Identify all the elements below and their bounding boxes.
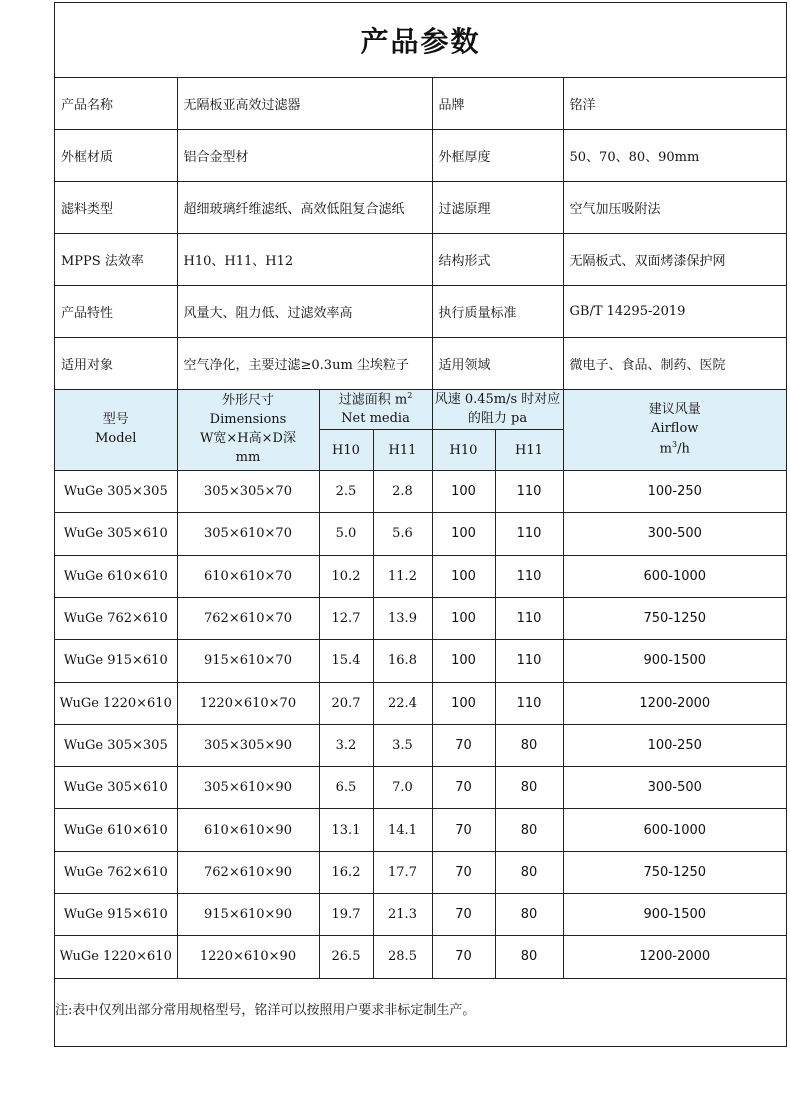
dimensions-header-unit: mm [235, 449, 261, 465]
resistance-h10-cell: 100 [432, 471, 495, 513]
spec-row [55, 682, 786, 724]
param-label: MPPS 法效率 [55, 234, 177, 286]
model-cell: WuGe 915×610 [55, 893, 177, 935]
param-label: 过滤原理 [432, 182, 563, 234]
param-label: 结构形式 [432, 234, 563, 286]
dimensions-cell: 305×305×70 [177, 471, 319, 513]
parameter-table [55, 78, 786, 390]
area-h11-cell: 17.7 [373, 851, 432, 893]
area-h10-cell: 12.7 [319, 597, 373, 639]
param-value: 50、70、80、90mm [563, 130, 786, 182]
param-label: 适用领域 [432, 338, 563, 390]
resistance-h10-cell: 100 [432, 597, 495, 639]
product-parameter-sheet [54, 2, 787, 1047]
airflow-header-en: Airflow [651, 420, 699, 436]
area-h11-cell: 21.3 [373, 893, 432, 935]
dimensions-cell: 1220×610×90 [177, 936, 319, 978]
resistance-h11-cell: 80 [495, 893, 563, 935]
param-value: 铭洋 [563, 78, 786, 130]
airflow-cell: 600-1000 [563, 555, 786, 597]
model-header-en: Model [95, 431, 137, 446]
param-value: 无隔板式、双面烤漆保护网 [563, 234, 786, 286]
area-h10-cell: 2.5 [319, 471, 373, 513]
spec-row [55, 809, 786, 851]
area-h11-cell: 2.8 [373, 471, 432, 513]
resistance-h10-cell: 70 [432, 851, 495, 893]
area-header-sup: 2 [407, 391, 413, 400]
area-h10-cell: 3.2 [319, 724, 373, 766]
area-h11-cell: 14.1 [373, 809, 432, 851]
resistance-h11-cell: 110 [495, 513, 563, 555]
spec-row [55, 597, 786, 639]
param-value: 微电子、食品、制药、医院 [563, 338, 786, 390]
airflow-unit-b: /h [677, 441, 690, 457]
resistance-h11-cell: 80 [495, 936, 563, 978]
spec-row [55, 724, 786, 766]
airflow-cell: 300-500 [563, 513, 786, 555]
param-value: 空气加压吸附法 [563, 182, 786, 234]
resistance-header-line2: 的阻力 pa [467, 410, 528, 426]
param-label: 产品特性 [55, 286, 177, 338]
dimensions-cell: 1220×610×70 [177, 682, 319, 724]
resistance-h11-cell: 80 [495, 767, 563, 809]
resistance-header-line1: 风速 0.45m/s 时对应 [434, 391, 561, 407]
dimensions-cell: 610×610×70 [177, 555, 319, 597]
area-h11-cell: 5.6 [373, 513, 432, 555]
dimensions-header-cn: 外形尺寸 [221, 393, 274, 409]
area-h11-header: H11 [373, 430, 432, 471]
airflow-cell: 750-1250 [563, 597, 786, 639]
param-row [55, 234, 786, 286]
param-value: 空气净化，主要过滤≥0.3um 尘埃粒子 [177, 338, 432, 390]
param-value: 无隔板亚高效过滤器 [177, 78, 432, 130]
dimensions-cell: 762×610×70 [177, 597, 319, 639]
area-h10-header: H10 [319, 430, 373, 471]
model-header-cn: 型号 [102, 412, 129, 428]
spec-row [55, 851, 786, 893]
model-cell: WuGe 762×610 [55, 597, 177, 639]
dimensions-cell: 915×610×90 [177, 893, 319, 935]
resistance-h11-cell: 80 [495, 724, 563, 766]
param-row [55, 130, 786, 182]
resistance-h10-cell: 70 [432, 893, 495, 935]
airflow-cell: 900-1500 [563, 893, 786, 935]
resistance-h11-cell: 110 [495, 555, 563, 597]
param-label: 滤料类型 [55, 182, 177, 234]
param-label: 品牌 [432, 78, 563, 130]
area-h10-cell: 15.4 [319, 640, 373, 682]
airflow-cell: 100-250 [563, 471, 786, 513]
dimensions-cell: 305×610×90 [177, 767, 319, 809]
param-label: 产品名称 [55, 78, 177, 130]
spec-row [55, 936, 786, 978]
spec-row [55, 893, 786, 935]
area-h10-cell: 13.1 [319, 809, 373, 851]
param-row [55, 182, 786, 234]
resistance-h11-cell: 110 [495, 640, 563, 682]
airflow-cell: 900-1500 [563, 640, 786, 682]
resistance-h10-cell: 70 [432, 724, 495, 766]
dimensions-header [177, 390, 319, 471]
airflow-unit-sup: 3 [671, 439, 678, 449]
model-cell: WuGe 305×305 [55, 471, 177, 513]
airflow-cell: 750-1250 [563, 851, 786, 893]
spec-row [55, 640, 786, 682]
airflow-header-cn: 建议风量 [648, 402, 701, 418]
area-h11-cell: 3.5 [373, 724, 432, 766]
resistance-header [432, 390, 563, 430]
dimensions-header-detail: W宽×H高×D深 [200, 431, 296, 446]
area-h10-cell: 10.2 [319, 555, 373, 597]
param-label: 执行质量标准 [432, 286, 563, 338]
spec-header-row [55, 390, 786, 430]
dimensions-header-en: Dimensions [209, 412, 287, 428]
spec-table [55, 390, 786, 979]
model-cell: WuGe 762×610 [55, 851, 177, 893]
model-cell: WuGe 305×610 [55, 513, 177, 555]
param-value: 超细玻璃纤维滤纸、高效低阻复合滤纸 [177, 182, 432, 234]
resistance-h10-cell: 100 [432, 640, 495, 682]
area-h10-cell: 16.2 [319, 851, 373, 893]
param-row [55, 338, 786, 390]
resistance-h10-cell: 70 [432, 809, 495, 851]
model-cell: WuGe 305×610 [55, 767, 177, 809]
dimensions-cell: 915×610×70 [177, 640, 319, 682]
resistance-h10-cell: 100 [432, 513, 495, 555]
dimensions-cell: 762×610×90 [177, 851, 319, 893]
model-header [55, 390, 177, 471]
area-h11-cell: 13.9 [373, 597, 432, 639]
area-h11-cell: 7.0 [373, 767, 432, 809]
resistance-h11-cell: 110 [495, 597, 563, 639]
area-h11-cell: 22.4 [373, 682, 432, 724]
spec-row [55, 471, 786, 513]
area-header-cn: 过滤面积 m [338, 392, 408, 408]
model-cell: WuGe 1220×610 [55, 936, 177, 978]
area-h11-cell: 16.8 [373, 640, 432, 682]
area-h10-cell: 19.7 [319, 893, 373, 935]
resistance-h11-cell: 110 [495, 471, 563, 513]
resistance-h10-cell: 100 [432, 555, 495, 597]
dimensions-cell: 305×305×90 [177, 724, 319, 766]
param-value: H10、H11、H12 [177, 234, 432, 286]
area-h11-cell: 28.5 [373, 936, 432, 978]
dimensions-cell: 305×610×70 [177, 513, 319, 555]
model-cell: WuGe 305×305 [55, 724, 177, 766]
model-cell: WuGe 1220×610 [55, 682, 177, 724]
model-cell: WuGe 610×610 [55, 555, 177, 597]
dimensions-cell: 610×610×90 [177, 809, 319, 851]
resistance-h11-cell: 80 [495, 809, 563, 851]
airflow-cell: 100-250 [563, 724, 786, 766]
area-header [319, 390, 432, 430]
resistance-h10-cell: 70 [432, 936, 495, 978]
spec-row [55, 513, 786, 555]
param-value: GB/T 14295-2019 [563, 286, 786, 338]
area-h10-cell: 5.0 [319, 513, 373, 555]
area-h11-cell: 11.2 [373, 555, 432, 597]
param-row [55, 286, 786, 338]
airflow-cell: 300-500 [563, 767, 786, 809]
param-value: 铝合金型材 [177, 130, 432, 182]
footnote: 注:表中仅列出部分常用规格型号，铭洋可以按照用户要求非标定制生产。 [55, 1002, 476, 1018]
page-title: 产品参数 [55, 3, 786, 78]
param-label: 外框厚度 [432, 130, 563, 182]
resistance-h11-cell: 110 [495, 682, 563, 724]
resistance-h11-header: H11 [495, 430, 563, 471]
spec-row [55, 555, 786, 597]
resistance-h10-cell: 70 [432, 767, 495, 809]
airflow-cell: 1200-2000 [563, 936, 786, 978]
model-cell: WuGe 610×610 [55, 809, 177, 851]
airflow-cell: 1200-2000 [563, 682, 786, 724]
param-value: 风量大、阻力低、过滤效率高 [177, 286, 432, 338]
area-h10-cell: 20.7 [319, 682, 373, 724]
area-h10-cell: 6.5 [319, 767, 373, 809]
airflow-cell: 600-1000 [563, 809, 786, 851]
spec-row [55, 767, 786, 809]
param-label: 外框材质 [55, 130, 177, 182]
resistance-h10-header: H10 [432, 430, 495, 471]
param-label: 适用对象 [55, 338, 177, 390]
model-cell: WuGe 915×610 [55, 640, 177, 682]
airflow-unit-a: m [659, 441, 672, 457]
area-header-en: Net media [341, 411, 410, 427]
airflow-header [563, 390, 786, 471]
resistance-h11-cell: 80 [495, 851, 563, 893]
param-row [55, 78, 786, 130]
area-h10-cell: 26.5 [319, 936, 373, 978]
resistance-h10-cell: 100 [432, 682, 495, 724]
